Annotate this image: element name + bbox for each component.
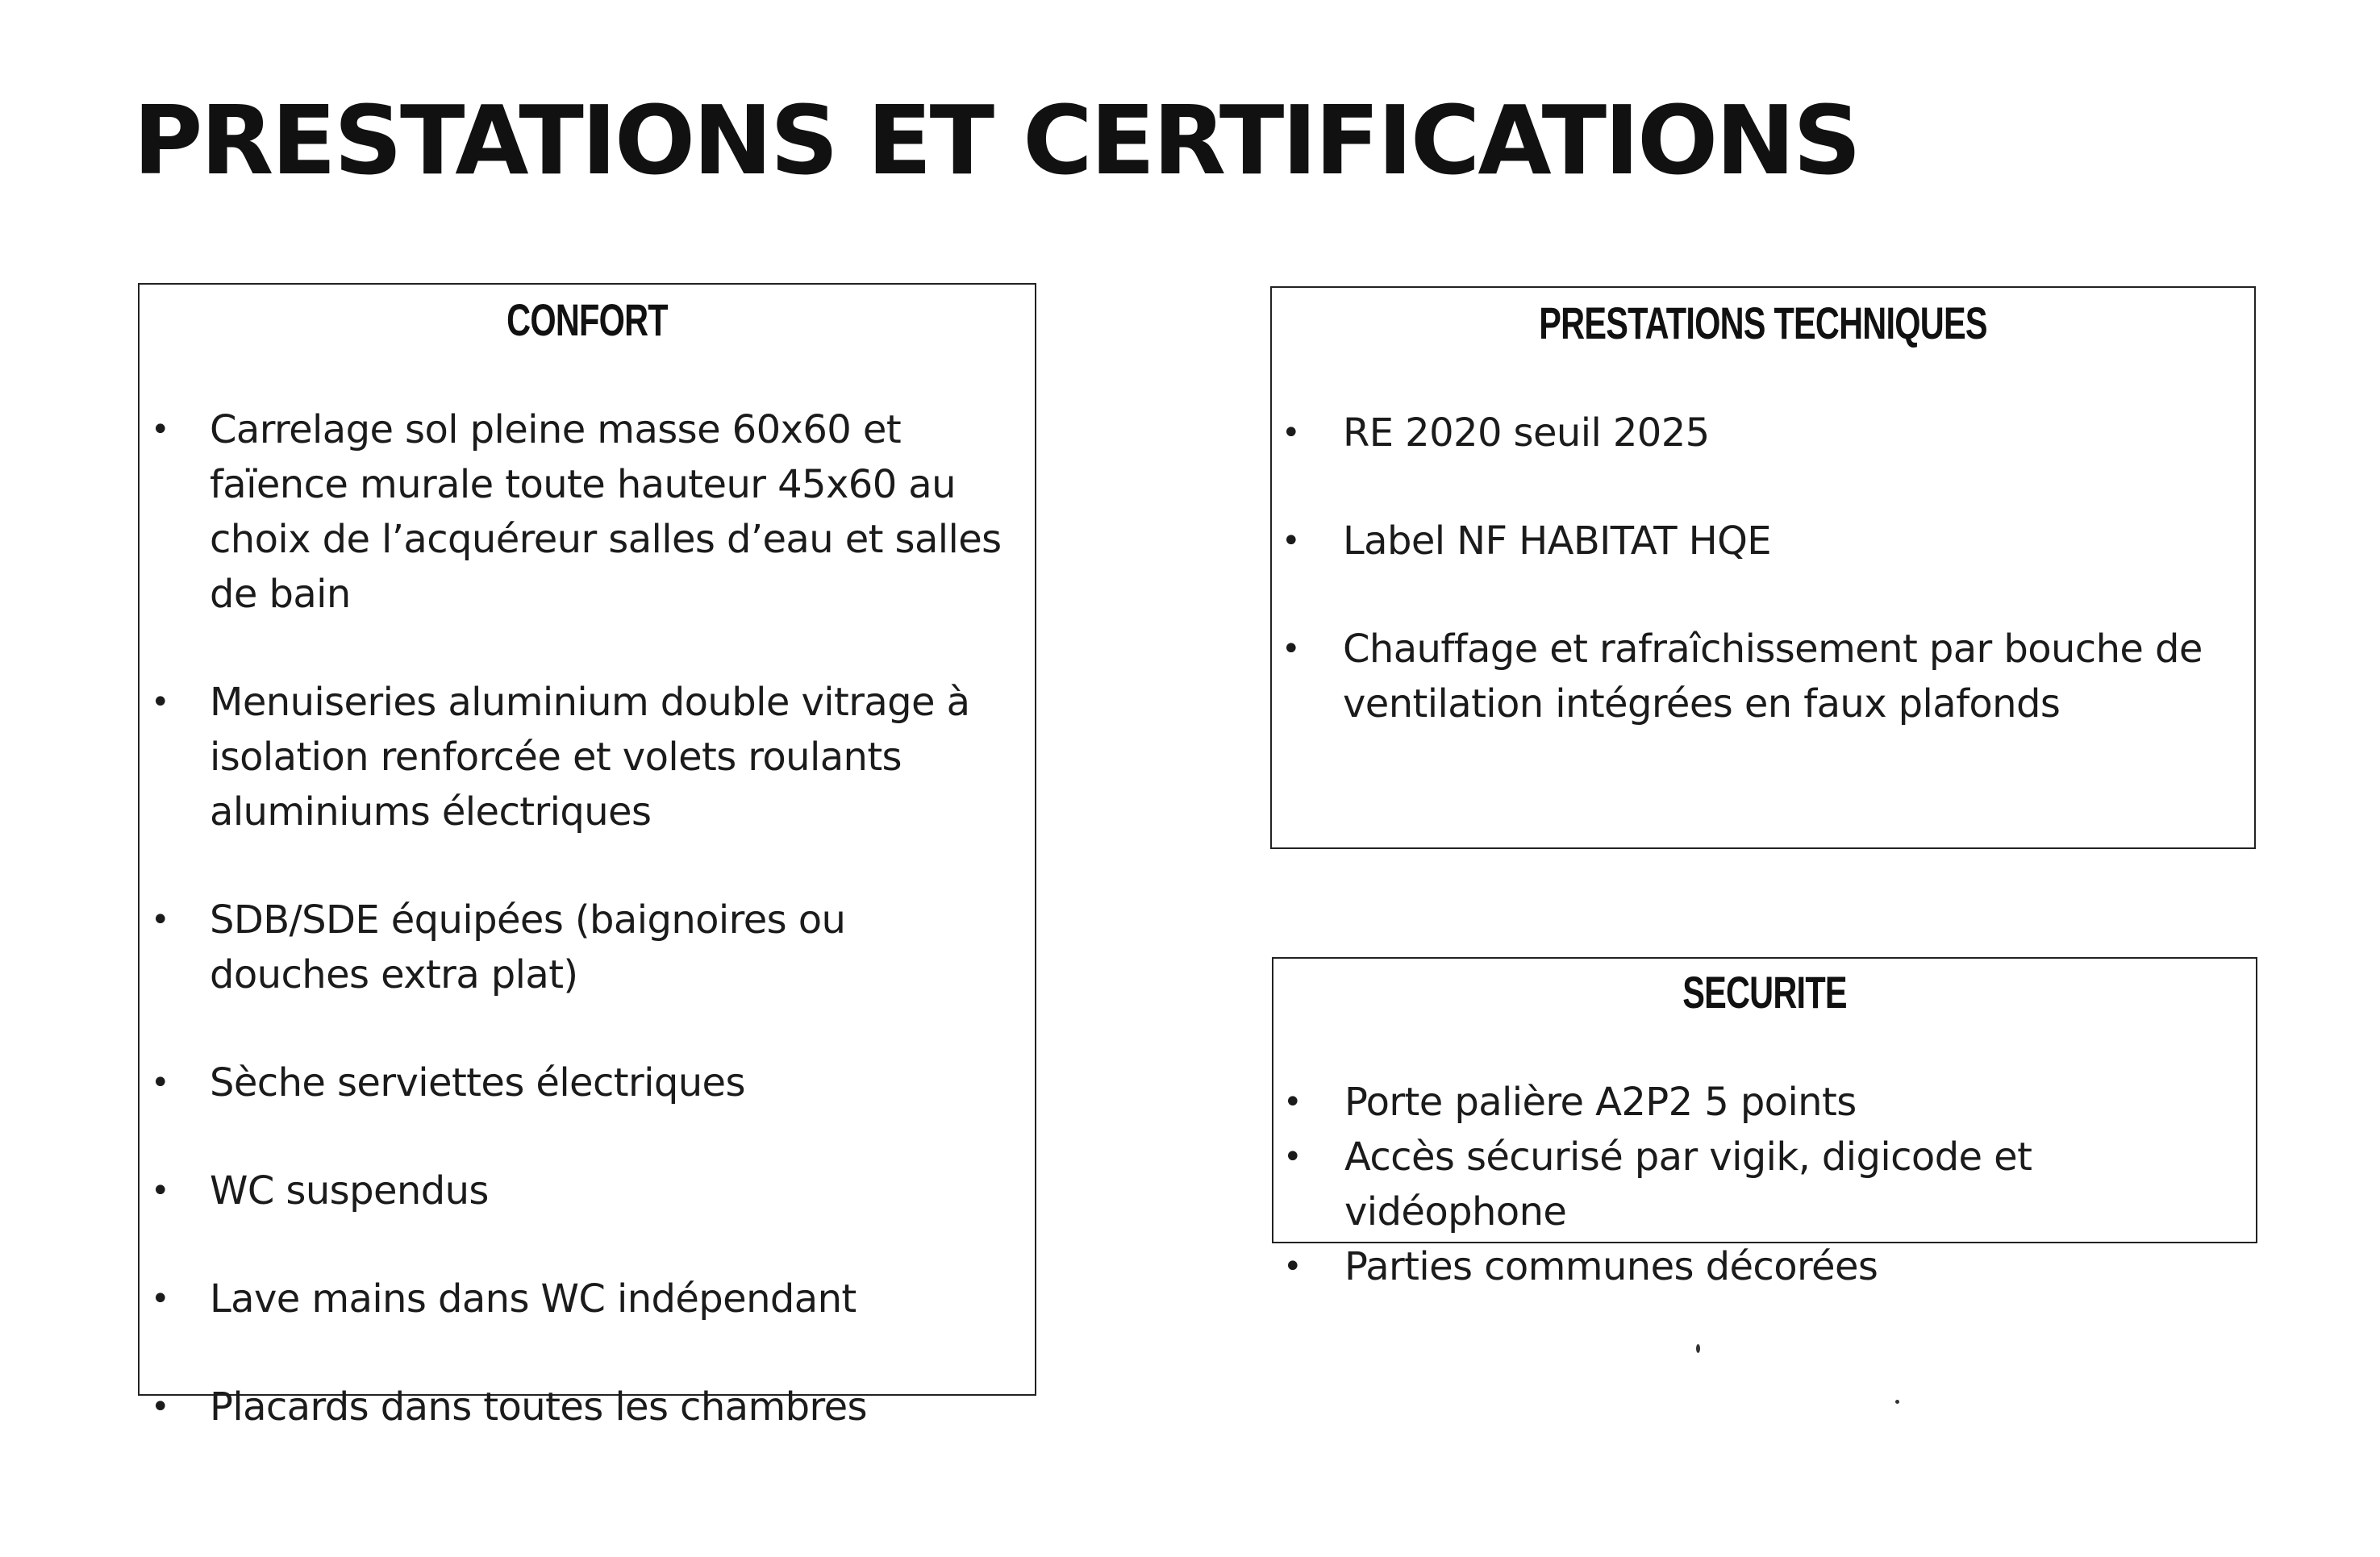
list-item-text: Carrelage sol pleine masse 60x60 et faïence murale toute hauteur 45x60 au choix de l’acquéreur salles d’eau et salles de bain <box>210 407 1002 617</box>
bullet: • <box>1283 1139 1302 1176</box>
list-item-text: Parties communes décorées <box>1344 1244 1878 1289</box>
bullet: • <box>151 1064 169 1101</box>
securite-list <box>1273 1075 2256 1294</box>
confort-list <box>140 402 1035 1434</box>
page-title: PRESTATIONS ET CERTIFICATIONS <box>133 85 1860 196</box>
bullet: • <box>151 1388 169 1426</box>
prestations-techniques-section <box>1270 286 2256 849</box>
bullet: • <box>151 684 169 721</box>
bullet: • <box>1282 522 1300 560</box>
list-item <box>140 893 1035 1002</box>
list-item <box>140 402 1035 622</box>
confort-heading: CONFORT <box>506 294 668 345</box>
list-item-text: Menuiseries aluminium double vitrage à isolation renforcée et volets roulants aluminiums électriques <box>210 680 970 835</box>
prestations-techniques-list <box>1272 406 2254 731</box>
bullet: • <box>1282 414 1300 452</box>
list-item <box>1272 406 2254 460</box>
list-item-text: SDB/SDE équipées (baignoires ou douches extra plat) <box>210 897 846 997</box>
list-item <box>140 1272 1035 1326</box>
list-item <box>140 1380 1035 1434</box>
bullet: • <box>151 1172 169 1209</box>
list-item <box>1272 622 2254 731</box>
list-item <box>1273 1239 2256 1294</box>
bullet: • <box>151 411 169 448</box>
list-item <box>140 1164 1035 1218</box>
scan-speck <box>1696 1344 1700 1353</box>
list-item-text: Accès sécurisé par vigik, digicode et vidéophone <box>1344 1134 2032 1234</box>
list-item <box>140 1055 1035 1110</box>
bullet: • <box>1283 1084 1302 1121</box>
bullet: • <box>151 1280 169 1318</box>
list-item <box>140 675 1035 839</box>
list-item-text: WC suspendus <box>210 1168 489 1214</box>
list-item-text: RE 2020 seuil 2025 <box>1343 410 1710 456</box>
securite-heading: SECURITE <box>1682 967 1847 1018</box>
list-item <box>1273 1075 2256 1130</box>
bullet: • <box>1283 1248 1302 1285</box>
list-item <box>1272 514 2254 568</box>
list-item-text: Placards dans toutes les chambres <box>210 1384 867 1430</box>
list-item-text: Chauffage et rafraîchissement par bouche de ventilation intégrées en faux plafonds <box>1343 627 2203 726</box>
list-item-text: Lave mains dans WC indépendant <box>210 1276 857 1322</box>
prestations-techniques-heading: PRESTATIONS TECHNIQUES <box>1539 298 1987 348</box>
bullet: • <box>1282 631 1300 668</box>
list-item-text: Label NF HABITAT HQE <box>1343 518 1772 564</box>
bullet: • <box>151 901 169 939</box>
list-item <box>1273 1130 2256 1239</box>
confort-section <box>138 283 1036 1430</box>
list-item-text: Sèche serviettes électriques <box>210 1060 745 1105</box>
securite-section <box>1272 957 2257 1289</box>
list-item-text: Porte palière A2P2 5 points <box>1344 1080 1857 1125</box>
scan-speck <box>1895 1400 1899 1404</box>
